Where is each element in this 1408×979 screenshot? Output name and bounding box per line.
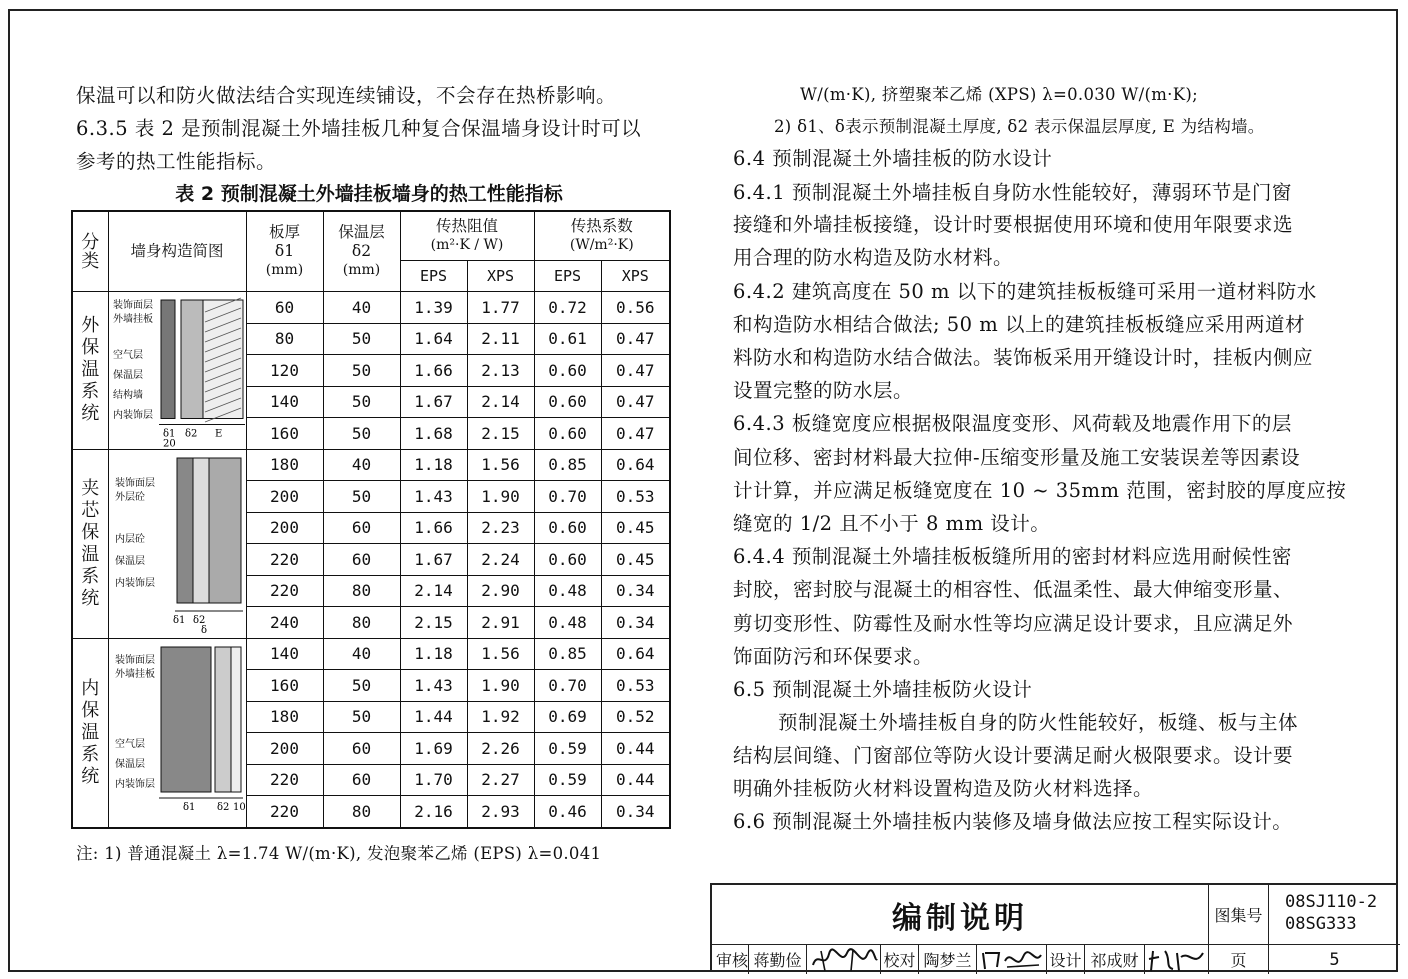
outer-concrete [177, 458, 193, 603]
right-paragraph-line: 6.4 预制混凝土外墙挂板的防水设计 [733, 147, 1053, 170]
cell-r-xps: 2.14 [467, 386, 534, 418]
cell-k-eps: 0.48 [534, 607, 601, 639]
cell-r-xps: 1.90 [467, 670, 534, 702]
cell-r-xps: 2.15 [467, 418, 534, 450]
cell-d2: 50 [323, 670, 400, 702]
diagram-label: 保温层 [114, 759, 145, 770]
cell-k-xps: 0.45 [601, 512, 670, 544]
diagram-svg [111, 294, 245, 450]
cell-r-eps: 1.44 [400, 701, 467, 733]
cell-k-eps: 0.60 [534, 512, 601, 544]
atlas-number-1: 08SJ110-2 [1285, 892, 1378, 912]
cell-d2: 60 [323, 544, 400, 576]
atlas-number [1268, 885, 1400, 945]
cell-d2: 80 [323, 796, 400, 828]
cell-d2: 40 [323, 292, 400, 324]
right-paragraph-line: 结构层间缝、门窗部位等防火设计要满足耐火极限要求。设计要 [733, 744, 1294, 767]
cell-d2: 50 [323, 355, 400, 387]
right-paragraph-line: 料防水和构造防水结合做法。装饰板采用开缝设计时，挂板内侧应 [733, 346, 1314, 369]
note-1a: 注: 1) 普通混凝土 λ=1.74 W/(m·K), 发泡聚苯乙烯 (EPS) λ=0.041 [76, 844, 602, 863]
atlas-number-2: 08SG333 [1285, 914, 1357, 934]
cell-k-xps: 0.53 [601, 481, 670, 513]
table-row [72, 449, 670, 481]
design-signature-mark [1145, 945, 1209, 974]
insulation-layer [193, 458, 209, 603]
cell-d2: 50 [323, 323, 400, 355]
header-k-xps: XPS [601, 261, 670, 292]
header-k-eps: EPS [534, 261, 601, 292]
cell-d1: 140 [246, 638, 323, 670]
cell-r-xps: 2.27 [467, 764, 534, 796]
header-category: 分类 [72, 211, 108, 292]
cell-k-xps: 0.44 [601, 733, 670, 765]
category-cell [72, 638, 108, 828]
cell-r-xps: 2.11 [467, 323, 534, 355]
atlas-label: 图集号 [1208, 885, 1268, 945]
cell-r-eps: 1.43 [400, 670, 467, 702]
cell-d1: 120 [246, 355, 323, 387]
design-label: 设计 [1046, 945, 1084, 974]
cell-k-eps: 0.72 [534, 292, 601, 324]
right-paragraph-line: 6.4.3 板缝宽度应根据极限温度变形、风荷载及地震作用下的层 [733, 412, 1292, 435]
category-char: 统 [81, 587, 100, 609]
cell-d2: 60 [323, 764, 400, 796]
category-char: 统 [81, 403, 100, 425]
diagram-label: δ2 [216, 802, 229, 813]
cell-k-xps: 0.47 [601, 355, 670, 387]
cell-r-eps: 1.18 [400, 638, 467, 670]
page-label: 页 [1208, 945, 1268, 974]
cell-k-eps: 0.60 [534, 418, 601, 450]
diagram-label: 结构墙 [112, 390, 143, 401]
cell-d1: 160 [246, 418, 323, 450]
cell-d1: 140 [246, 386, 323, 418]
cell-r-xps: 2.24 [467, 544, 534, 576]
diagram-label: δ [200, 625, 207, 636]
cell-r-eps: 1.43 [400, 481, 467, 513]
cell-r-eps: 1.18 [400, 449, 467, 481]
header-resistance: 传热阻值 (m²·K / W) [400, 211, 534, 261]
insulation-layer [215, 647, 231, 792]
wall-section-diagram [108, 292, 246, 450]
right-paragraph-line: 接缝和外墙挂板接缝，设计时要根据使用环境和使用年限要求选 [733, 213, 1294, 236]
header-coefficient: 传热系数 (W/m²·K) [534, 211, 670, 261]
cell-k-eps: 0.85 [534, 638, 601, 670]
category-char: 温 [81, 721, 100, 743]
cell-k-eps: 0.69 [534, 701, 601, 733]
wall-section-diagram [108, 638, 246, 828]
cell-r-eps: 1.68 [400, 418, 467, 450]
cell-d1: 220 [246, 764, 323, 796]
category-char: 温 [81, 543, 100, 565]
cell-r-eps: 1.66 [400, 355, 467, 387]
cell-d2: 50 [323, 386, 400, 418]
cell-k-eps: 0.59 [534, 764, 601, 796]
cell-d2: 50 [323, 701, 400, 733]
diagram-label: δ1 [162, 428, 175, 440]
table-body [72, 292, 670, 828]
right-paragraph-line: 封胶，密封胶与混凝土的相容性、低温柔性、最大伸缩变形量、 [733, 578, 1294, 601]
cell-d1: 80 [246, 323, 323, 355]
right-paragraph-line: 预制混凝土外墙挂板自身的防火性能较好，板缝、板与主体 [778, 711, 1299, 734]
cell-k-eps: 0.46 [534, 796, 601, 828]
cell-r-eps: 1.67 [400, 386, 467, 418]
right-paragraph-line: 明确外挂板防火材料设置构造及防火材料选择。 [733, 777, 1154, 800]
table-title: 表 2 预制混凝土外墙挂板墙身的热工性能指标 [175, 183, 563, 205]
diagram-label: δ2 [184, 428, 197, 440]
cell-r-eps: 1.67 [400, 544, 467, 576]
cell-d1: 200 [246, 481, 323, 513]
category-char: 温 [81, 359, 100, 381]
cell-d1: 180 [246, 701, 323, 733]
cell-k-eps: 0.70 [534, 481, 601, 513]
diagram-label: 内装饰层 [112, 410, 153, 421]
cell-k-eps: 0.70 [534, 670, 601, 702]
right-paragraph-line: 间位移、密封材料最大拉伸-压缩变形量及施工安装误差等因素设 [733, 446, 1301, 469]
cell-k-eps: 0.60 [534, 355, 601, 387]
category-char: 夹 [81, 477, 100, 499]
category-char: 保 [81, 521, 100, 543]
category-char: 芯 [81, 499, 100, 521]
cell-r-eps: 2.14 [400, 575, 467, 607]
cell-d2: 80 [323, 575, 400, 607]
cell-d2: 40 [323, 638, 400, 670]
cell-k-eps: 0.61 [534, 323, 601, 355]
cell-d1: 240 [246, 607, 323, 639]
cell-k-xps: 0.56 [601, 292, 670, 324]
cell-d1: 60 [246, 292, 323, 324]
note-2: 2) δ1、δ表示预制混凝土厚度, δ2 表示保温层厚度, E 为结构墙。 [774, 117, 1265, 136]
review-name: 蒋勤俭 [748, 945, 806, 974]
diagram-label: 保温层 [112, 370, 143, 381]
diagram-label: δ1 [172, 615, 185, 626]
wall-section-diagram [108, 449, 246, 638]
check-label: 校对 [880, 945, 918, 974]
category-char: 内 [81, 677, 100, 699]
diagram-label: 保温层 [114, 556, 145, 567]
cell-k-eps: 0.59 [534, 733, 601, 765]
category-char: 系 [81, 743, 100, 765]
cell-r-xps: 1.92 [467, 701, 534, 733]
title-block-title: 编制说明 [712, 885, 1208, 945]
diagram-label: 内层砼 [114, 534, 145, 545]
cell-d1: 220 [246, 575, 323, 607]
diagram-label: 装饰面层 [114, 655, 155, 666]
check-name: 陶梦兰 [918, 945, 976, 974]
diagram-label: E [214, 428, 222, 440]
table-row [72, 638, 670, 670]
cell-k-eps: 0.60 [534, 386, 601, 418]
diagram-svg [111, 452, 245, 636]
inner-concrete [209, 458, 241, 603]
right-paragraph-line: 饰面防污和环保要求。 [733, 645, 934, 668]
diagram-label: 外墙挂板 [112, 314, 153, 325]
cell-k-xps: 0.53 [601, 670, 670, 702]
right-paragraph-line: 6.4.1 预制混凝土外墙挂板自身防水性能较好，薄弱环节是门窗 [733, 181, 1292, 204]
cell-r-xps: 2.91 [467, 607, 534, 639]
cell-r-xps: 2.23 [467, 512, 534, 544]
cell-r-eps: 1.70 [400, 764, 467, 796]
cell-d1: 200 [246, 512, 323, 544]
diagram-label: 空气层 [112, 350, 143, 361]
right-paragraph-line: 6.6 预制混凝土外墙挂板内装修及墙身做法应按工程实际设计。 [733, 810, 1293, 833]
category-cell [72, 292, 108, 450]
facing-panel [161, 647, 211, 792]
cell-r-xps: 1.56 [467, 638, 534, 670]
review-label: 审核 [716, 951, 749, 970]
title-block [710, 883, 1398, 972]
cell-r-eps: 1.64 [400, 323, 467, 355]
cell-k-xps: 0.34 [601, 796, 670, 828]
right-paragraph-line: 剪切变形性、防霉性及耐水性等均应满足设计要求，且应满足外 [733, 612, 1294, 635]
cell-r-eps: 1.66 [400, 512, 467, 544]
cell-k-xps: 0.64 [601, 638, 670, 670]
right-paragraph-line: 6.4.2 建筑高度在 50 m 以下的建筑挂板板缝可采用一道材料防水 [733, 280, 1317, 303]
cell-k-xps: 0.34 [601, 607, 670, 639]
cell-k-xps: 0.52 [601, 701, 670, 733]
cell-k-xps: 0.34 [601, 575, 670, 607]
right-paragraph-line: 用合理的防水构造及防水材料。 [733, 246, 1014, 269]
interior-finish [231, 647, 241, 792]
cell-r-xps: 1.77 [467, 292, 534, 324]
cell-d2: 50 [323, 418, 400, 450]
category-char: 外 [81, 315, 100, 337]
left-line-3: 参考的热工性能指标。 [76, 150, 277, 173]
cell-k-xps: 0.47 [601, 323, 670, 355]
header-r-xps: XPS [467, 261, 534, 292]
diagram-label: δ1 [182, 802, 195, 813]
thermal-table [71, 210, 671, 829]
diagram-label: 20 [162, 438, 176, 450]
cell-k-xps: 0.47 [601, 418, 670, 450]
category-char: 统 [81, 765, 100, 787]
table-header-row [72, 211, 670, 261]
facing-panel [161, 300, 175, 419]
cell-r-eps: 2.15 [400, 607, 467, 639]
right-paragraph-line: 和构造防水相结合做法; 50 m 以上的建筑挂板板缝应采用两道材 [733, 313, 1305, 336]
cell-d2: 60 [323, 512, 400, 544]
diagram-label: 10 [232, 802, 246, 813]
table-row [72, 292, 670, 324]
diagram-label: 空气层 [114, 739, 145, 750]
diagram-label: 内装饰层 [114, 578, 155, 589]
category-char: 系 [81, 381, 100, 403]
insulation-layer [181, 300, 203, 419]
header-r-eps: EPS [400, 261, 467, 292]
cell-r-eps: 1.39 [400, 292, 467, 324]
cell-d2: 80 [323, 607, 400, 639]
category-char: 系 [81, 565, 100, 587]
check-signature-mark [977, 945, 1047, 974]
cell-k-xps: 0.64 [601, 449, 670, 481]
left-line-2: 6.3.5 表 2 是预制混凝土外墙挂板几种复合保温墙身设计时可以 [76, 117, 642, 140]
cell-k-xps: 0.47 [601, 386, 670, 418]
diagram-label: 外墙挂板 [114, 669, 155, 680]
review-signature-mark [807, 945, 881, 974]
cell-d1: 180 [246, 449, 323, 481]
cell-d2: 60 [323, 733, 400, 765]
header-d2: 保温层 δ2 (mm) [323, 211, 400, 292]
diagram-label: 外层砼 [114, 492, 145, 503]
diagram-label: δ2 [192, 615, 205, 626]
cell-r-eps: 1.69 [400, 733, 467, 765]
right-paragraph-line: 6.5 预制混凝土外墙挂板防火设计 [733, 678, 1033, 701]
cell-r-xps: 2.26 [467, 733, 534, 765]
diagram-svg [111, 641, 245, 820]
cell-d1: 220 [246, 544, 323, 576]
cell-k-xps: 0.44 [601, 764, 670, 796]
cell-d2: 50 [323, 481, 400, 513]
diagram-label: 装饰面层 [114, 478, 155, 489]
review-signature [806, 945, 880, 974]
cell-r-eps: 2.16 [400, 796, 467, 828]
cell-k-eps: 0.48 [534, 575, 601, 607]
diagram-label: 装饰面层 [112, 300, 153, 311]
right-paragraph-line: 缝宽的 1/2 且不小于 8 mm 设计。 [733, 512, 1051, 535]
cell-r-xps: 2.90 [467, 575, 534, 607]
design-name: 祁成财 [1084, 945, 1144, 974]
right-paragraph-line: 计计算，并应满足板缝宽度在 10 ~ 35mm 范围，密封胶的厚度应按 [733, 479, 1347, 502]
right-paragraph-line: 6.4.4 预制混凝土外墙挂板板缝所用的密封材料应选用耐候性密 [733, 545, 1292, 568]
diagram-label: 内装饰层 [114, 779, 155, 790]
design-signature [1144, 945, 1208, 974]
cell-d1: 220 [246, 796, 323, 828]
page-number: 5 [1268, 945, 1400, 974]
cell-d1: 200 [246, 733, 323, 765]
left-line-1: 保温可以和防火做法结合实现连续铺设，不会存在热桥影响。 [76, 84, 617, 107]
cell-d1: 160 [246, 670, 323, 702]
cell-r-xps: 2.93 [467, 796, 534, 828]
category-cell [72, 449, 108, 638]
category-char: 保 [81, 337, 100, 359]
header-d1: 板厚 δ1 (mm) [246, 211, 323, 292]
cell-k-eps: 0.85 [534, 449, 601, 481]
cell-r-xps: 2.13 [467, 355, 534, 387]
cell-d2: 40 [323, 449, 400, 481]
right-paragraph-line: 设置完整的防水层。 [733, 379, 914, 402]
note-1b: W/(m·K), 挤塑聚苯乙烯 (XPS) λ=0.030 W/(m·K); [800, 85, 1198, 104]
category-char: 保 [81, 699, 100, 721]
cell-k-eps: 0.60 [534, 544, 601, 576]
cell-k-xps: 0.45 [601, 544, 670, 576]
header-figure: 墙身构造简图 [108, 211, 246, 292]
cell-r-xps: 1.56 [467, 449, 534, 481]
cell-r-xps: 1.90 [467, 481, 534, 513]
check-signature [976, 945, 1046, 974]
